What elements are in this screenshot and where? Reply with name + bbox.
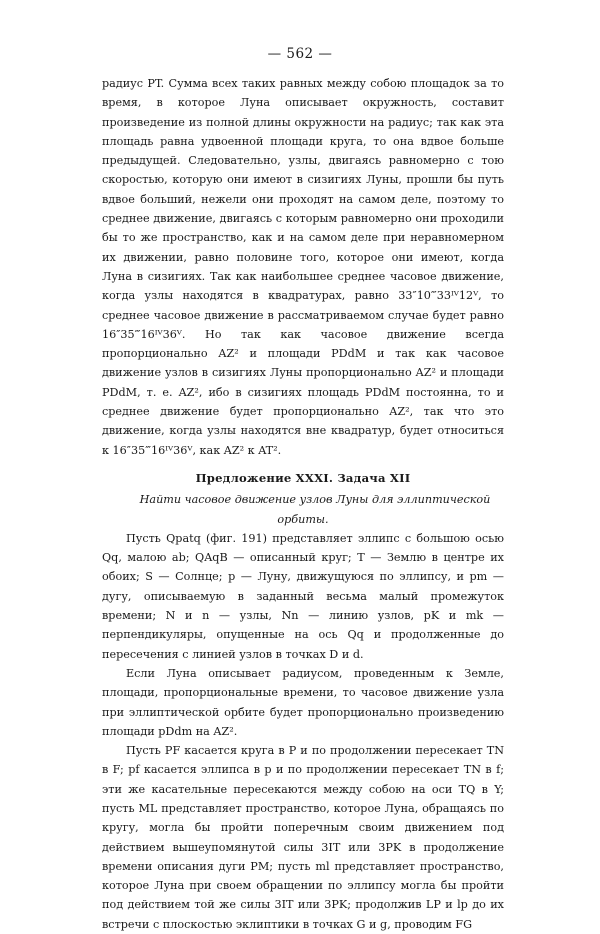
proposition-heading: Предложение XXXI. Задача XII bbox=[195, 470, 411, 485]
problem-statement: Найти часовое движение узлов Луны для эллиптической орбиты. bbox=[139, 493, 491, 526]
page-body bbox=[102, 74, 504, 934]
page-number: — 562 — bbox=[267, 46, 333, 62]
paragraph-claim: Если Луна описывает радиусом, проведенным к Земле, площади, пропорциональные времени, то часовое движение узла при эллиптической орбите будет пропорционально произведению площади pDdm на AZ². bbox=[102, 666, 504, 738]
paragraph-setup: Пусть Qpatq (фиг. 191) представляет эллипс с большою осью Qq, малою ab; QAqB — описанный круг; T — Землю в центре их обоих; S — Солнце; p — Луну, движущуюся по эллипсу, и pm — дугу, описываемую в заданный весьма малый промежуток времени; N и n — узлы, Nn — линию узлов, pK и mk — перпендикуляры, опущенные на ось Qq и продолженные до пересечения с линией узлов в точках D и d. bbox=[102, 531, 504, 661]
paragraph-continuation: радиус PT. Сумма всех таких равных между собою площадок за то время, в которое Луна описывает окружность, составит произведение из полной длины окружности на радиус; так как эта площадь равна удвоенной площади круга, то она вдвое больше предыдущей. Следовательно, узлы, двигаясь равномерно с тою скоростью, которую они имеют в сизигиях Луны, прошли бы путь вдвое больший, нежели они проходят на самом деле, поэтому то среднее движение, двигаясь с которым равномерно они проходили бы то же пространство, как и на самом деле при неравномерном их движении, равно половине того, которое они имеют, когда Луна в сизигиях. Так как наибольшее среднее часовое движение, когда узлы находятся в квадратурах, равно 33″10‴33ᴵⱽ12ⱽ, то среднее часовое движение в рассматриваемом случае будет равно 16″35‴16ᴵⱽ36ⱽ. Но так как часовое движение всегда пропорционально AZ² и площади PDdM и так как часовое движение узлов в сизигиях Луны пропорционально AZ² и площади PDdM, т. е. AZ², ибо в сизигиях площадь PDdM постоянна, то и среднее движение будет пропорционально AZ², так что это движение, когда узлы находятся вне квадратур, будет относиться к 16″35‴16ᴵⱽ36ⱽ, как AZ² к AT². bbox=[102, 77, 504, 457]
paragraph-proof: Пусть PF касается круга в P и по продолжении пересекает TN в F; pf касается эллипса в p и по продолжении пересекает TN в f; эти же касательные пересекаются между собою на оси TQ в Y; пусть ML представляет пространство, которое Луна, обращаясь по кругу, могла бы пройти поперечным своим движением под действием вышеупомянутой силы 3IT или 3PK в продолжение времени описания дуги PM; пусть ml представляет пространство, которое Луна при своем обращении по эллипсу могла бы пройти под действием той же силы 3IT или 3PK; продолжив LP и lp до их встречи с плоскостью эклиптики в точках G и g, проводим FG bbox=[102, 744, 504, 931]
